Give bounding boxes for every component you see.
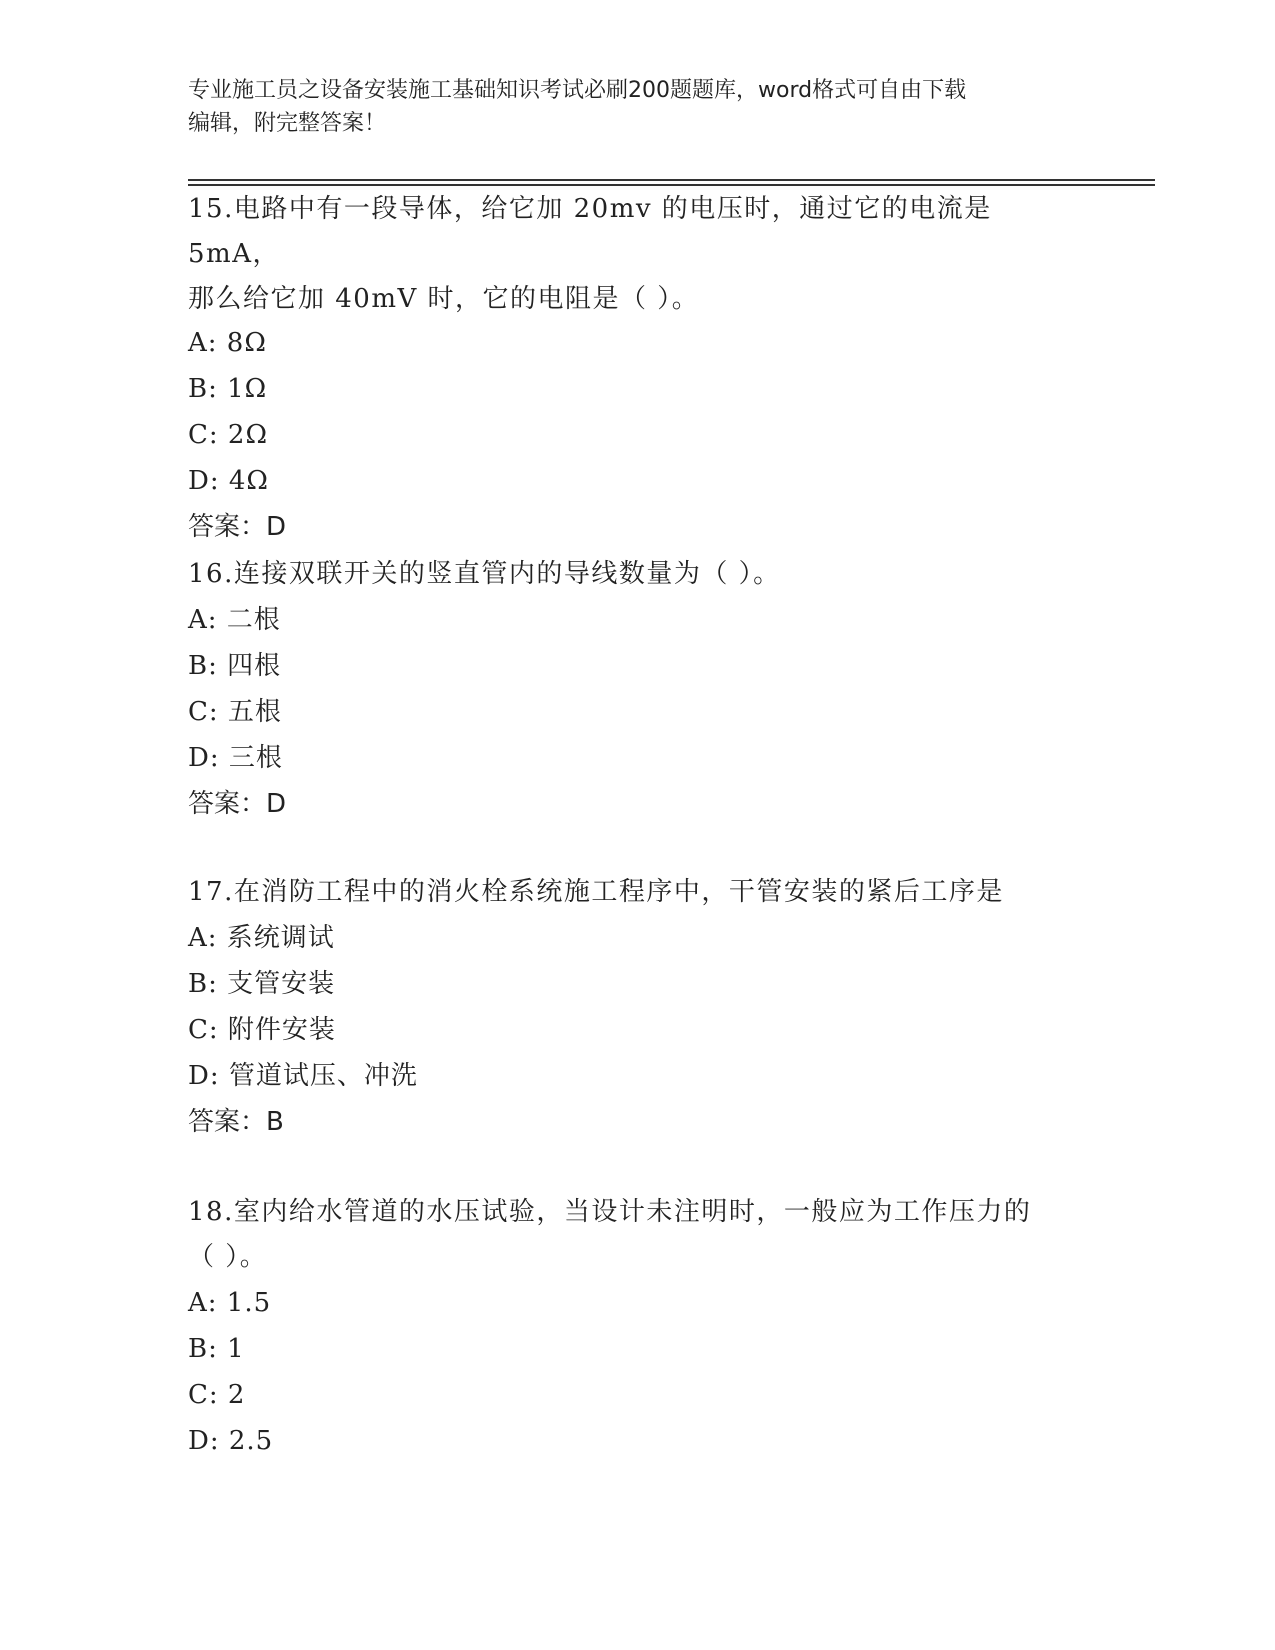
option-b: B: 1 <box>188 1334 245 1364</box>
header-divider-top <box>188 179 1155 181</box>
option-a: A: 8Ω <box>188 328 267 358</box>
question-stem-line: 16.连接双联开关的竖直管内的导线数量为（ ）。 <box>188 559 781 589</box>
option-c: C: 2Ω <box>188 420 269 450</box>
question-17 <box>188 870 1088 1145</box>
answer-line: 答案：D <box>188 789 287 819</box>
question-16 <box>188 552 1088 827</box>
document-header <box>188 74 1088 140</box>
question-stem-line: 那么给它加 40mV 时，它的电阻是（ ）。 <box>188 284 700 314</box>
question-15 <box>188 187 1088 550</box>
header-divider-bottom <box>188 184 1155 186</box>
header-title-line-1: 专业施工员之设备安装施工基础知识考试必刷200题题库，word格式可自由下载 <box>188 78 967 103</box>
option-c: C: 五根 <box>188 697 282 727</box>
option-d: D: 三根 <box>188 743 283 773</box>
option-d: D: 2.5 <box>188 1426 274 1456</box>
question-stem-line: （ ）。 <box>188 1242 268 1272</box>
option-a: A: 二根 <box>188 605 281 635</box>
option-d: D: 4Ω <box>188 466 269 496</box>
option-d: D: 管道试压、冲洗 <box>188 1061 418 1091</box>
question-18 <box>188 1190 1088 1464</box>
option-b: B: 四根 <box>188 651 282 681</box>
answer-line: 答案：D <box>188 512 287 542</box>
option-c: C: 附件安装 <box>188 1015 336 1045</box>
option-a: A: 1.5 <box>188 1288 272 1318</box>
option-b: B: 支管安装 <box>188 969 336 999</box>
question-stem-line: 17.在消防工程中的消火栓系统施工程序中，干管安装的紧后工序是 <box>188 877 1004 907</box>
question-stem-line: 15.电路中有一段导体，给它加 20mv 的电压时，通过它的电流是 5mA， <box>188 194 992 269</box>
option-c: C: 2 <box>188 1380 246 1410</box>
option-a: A: 系统调试 <box>188 923 335 953</box>
header-title-line-2: 编辑，附完整答案！ <box>188 111 387 136</box>
question-stem-line: 18.室内给水管道的水压试验，当设计未注明时，一般应为工作压力的 <box>188 1197 1032 1227</box>
answer-line: 答案：B <box>188 1107 284 1137</box>
option-b: B: 1Ω <box>188 374 268 404</box>
